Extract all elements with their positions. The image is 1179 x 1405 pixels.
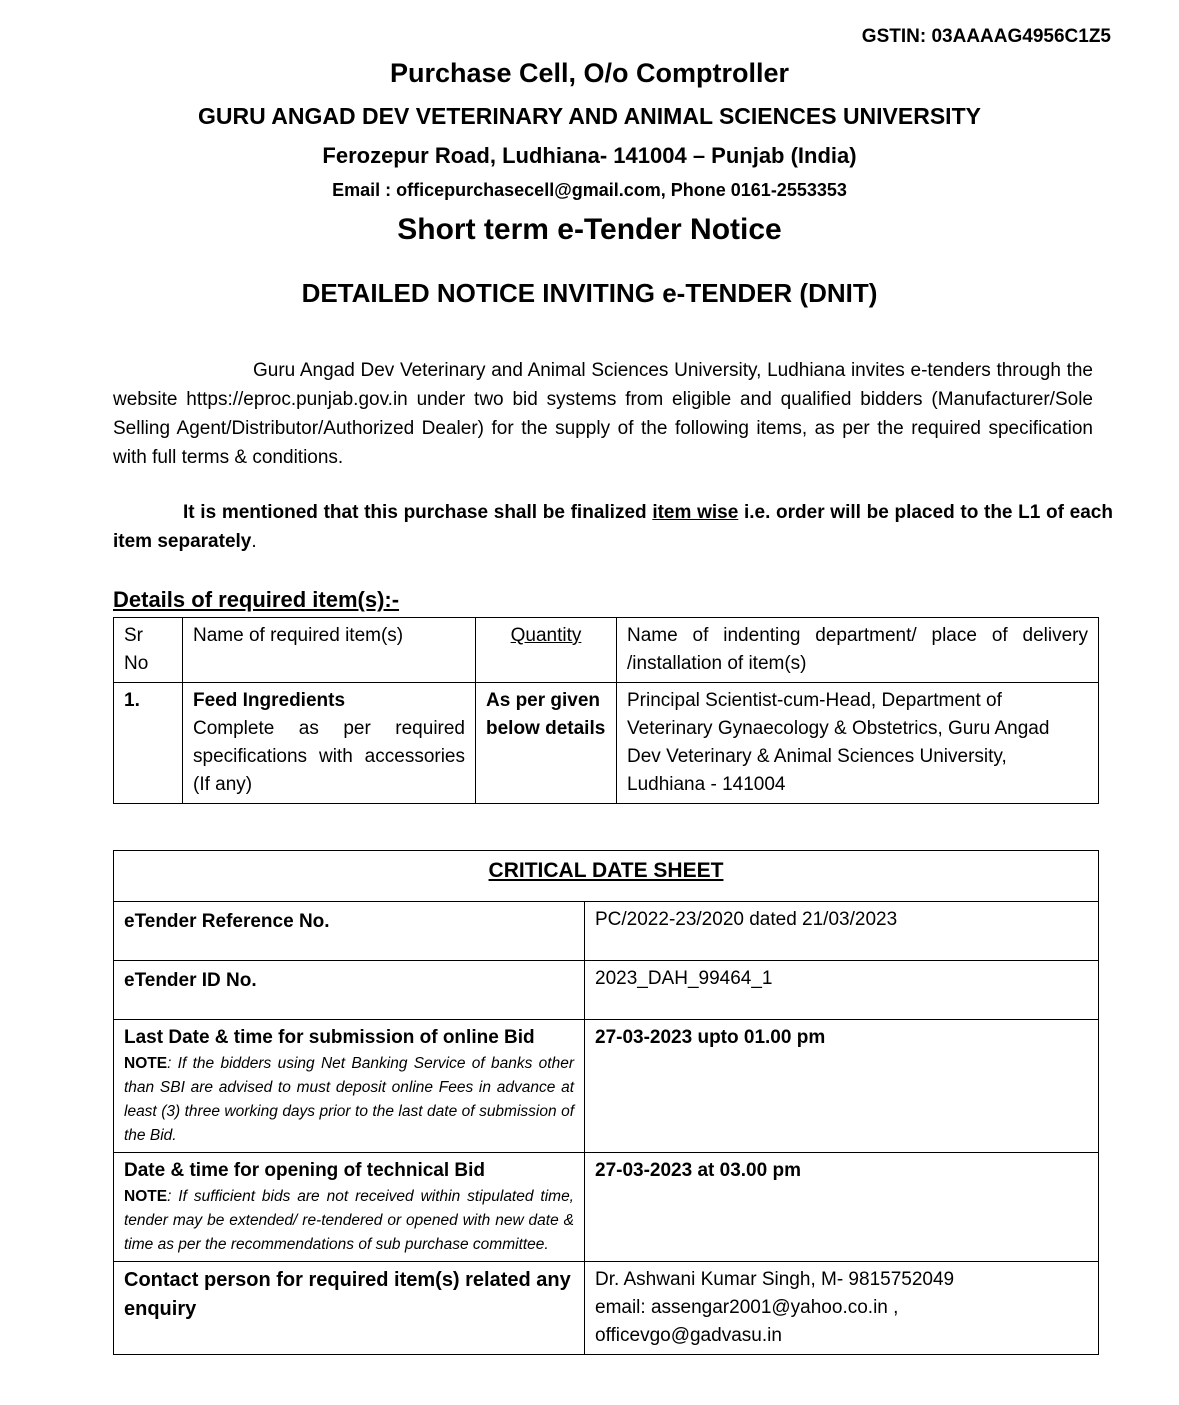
submission-note <box>124 1052 574 1148</box>
items-section-title: Details of required item(s):- <box>113 587 400 612</box>
mention-part1: It is mentioned that this purchase shall be finalized <box>183 502 653 523</box>
row-sr: 1. <box>114 683 183 804</box>
mention-end: . <box>251 531 257 552</box>
contact-label: Contact person for required item(s) related any enquiry <box>114 1262 585 1355</box>
submission-cell <box>114 1020 585 1153</box>
ref-label: eTender Reference No. <box>114 902 585 961</box>
row-item-title: Feed Ingredients <box>193 690 346 711</box>
header-department: Name of indenting department/ place of delivery /installation of item(s) <box>617 618 1099 683</box>
university-address: Ferozepur Road, Ludhiana- 141004 – Punjab (India) <box>322 143 857 168</box>
intro-paragraph: Guru Angad Dev Veterinary and Animal Sciences University, Ludhiana invites e-tenders through the website https://eproc.punjab.gov.in under two bid systems from eligible and qualified bidders (Manufacturer/Sole Selling Agent/Distributor/Authorized Dealer) for the supply of the following items, as per the required specification with full terms & conditions. <box>113 360 1093 468</box>
contact-email-2: officevgo@gadvasu.in <box>595 1325 782 1346</box>
cds-title: CRITICAL DATE SHEET <box>114 851 1099 902</box>
notice-subtitle: DETAILED NOTICE INVITING e-TENDER (DNIT) <box>301 278 878 308</box>
critical-date-sheet <box>113 850 1099 1355</box>
cds-title-row <box>114 851 1099 902</box>
id-value: 2023_DAH_99464_1 <box>585 961 1099 1020</box>
table-row <box>114 902 1099 961</box>
items-table <box>113 617 1099 804</box>
table-row <box>114 961 1099 1020</box>
row-quantity: As per given below details <box>476 683 617 804</box>
submission-value: 27-03-2023 upto 01.00 pm <box>585 1020 1099 1153</box>
contact-value <box>585 1262 1099 1355</box>
opening-note-prefix: NOTE <box>124 1188 168 1205</box>
id-label: eTender ID No. <box>114 961 585 1020</box>
office-name: Purchase Cell, O/o Comptroller <box>389 58 790 88</box>
submission-label: Last Date & time for submission of online Bid <box>124 1027 535 1048</box>
contact-email-1: email: assengar2001@yahoo.co.in , <box>595 1297 899 1318</box>
table-row <box>114 1262 1099 1355</box>
contact-info: Email : officepurchasecell@gmail.com, Phone 0161-2553353 <box>332 180 847 200</box>
opening-note <box>124 1185 574 1257</box>
notice-title: Short term e-Tender Notice <box>397 213 782 246</box>
university-name: GURU ANGAD DEV VETERINARY AND ANIMAL SCIENCES UNIVERSITY <box>198 103 981 129</box>
header-sr: Sr No <box>114 618 183 683</box>
table-row <box>114 683 1099 804</box>
opening-cell <box>114 1153 585 1262</box>
contact-person: Dr. Ashwani Kumar Singh, M- 9815752049 <box>595 1269 955 1290</box>
mention-paragraph <box>113 498 1113 556</box>
items-table-header-row <box>114 618 1099 683</box>
submission-note-text: : If the bidders using Net Banking Service of banks other than SBI are advised to must deposit online Fees in advance at least (3) three working days prior to the last date of submission of the Bid. <box>124 1055 574 1144</box>
header-item-name: Name of required item(s) <box>183 618 476 683</box>
row-item-detail: Complete as per required specifications with accessories (If any) <box>193 718 465 795</box>
header-quantity: Quantity <box>476 618 617 683</box>
submission-note-prefix: NOTE <box>124 1055 168 1072</box>
gstin-number: GSTIN: 03AAAAG4956C1Z5 <box>861 26 1111 47</box>
item-wise-text: item wise <box>652 502 739 523</box>
opening-note-text: : If sufficient bids are not received within stipulated time, tender may be extended/ re-tendered or opened with new date & time as per the recommendations of sub purchase committee. <box>124 1188 574 1253</box>
table-row <box>114 1020 1099 1153</box>
row-department: Principal Scientist-cum-Head, Department of Veterinary Gynaecology & Obstetrics, Guru Angad Dev Veterinary & Animal Sciences University, Ludhiana - 141004 <box>617 683 1099 804</box>
opening-value: 27-03-2023 at 03.00 pm <box>585 1153 1099 1262</box>
opening-label: Date & time for opening of technical Bid <box>124 1160 486 1181</box>
mention-part2: i.e. order will be placed to the L1 of each item separately <box>113 502 1113 552</box>
ref-value: PC/2022-23/2020 dated 21/03/2023 <box>585 902 1099 961</box>
row-item-name <box>183 683 476 804</box>
table-row <box>114 1153 1099 1262</box>
